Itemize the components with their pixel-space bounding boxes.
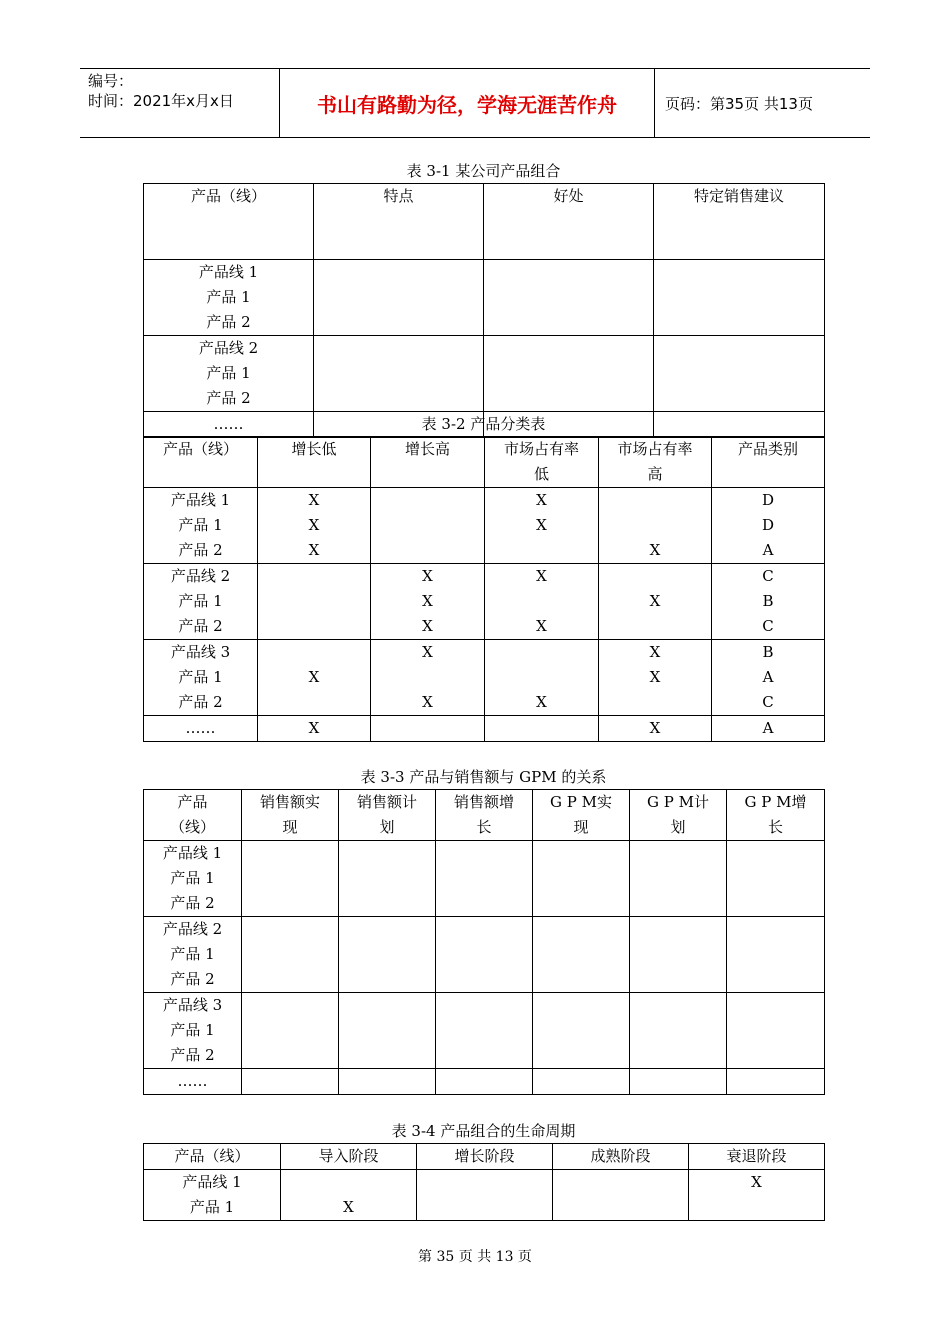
- table-row: [144, 1069, 825, 1095]
- value-cell: [630, 841, 727, 917]
- page-footer: 第 35 页 共 13 页: [418, 1249, 532, 1265]
- value-cell: [339, 1069, 436, 1095]
- product-cell: ……: [144, 716, 258, 742]
- table-row: [144, 488, 825, 564]
- column-header: 特点: [314, 184, 484, 260]
- value-cell: X: [485, 640, 599, 716]
- column-header: 成熟阶段: [553, 1144, 689, 1170]
- value-cell: A: [712, 716, 825, 742]
- table-header-row: [144, 790, 825, 841]
- table-row: [144, 336, 825, 412]
- column-header: 好处: [484, 184, 654, 260]
- value-cell: [533, 993, 630, 1069]
- table-row: [144, 564, 825, 640]
- value-cell: [484, 260, 654, 336]
- table-row: [144, 841, 825, 917]
- column-header: 产品类别: [712, 437, 825, 488]
- value-cell: [417, 1170, 553, 1221]
- page-header: [80, 68, 870, 138]
- table-row: [144, 917, 825, 993]
- table-row: [144, 1170, 825, 1221]
- value-cell: X X X: [258, 488, 371, 564]
- product-cell: ……: [144, 1069, 242, 1095]
- product-cell: 产品线 3 产品 1 产品 2: [144, 640, 258, 716]
- column-header: 增长阶段: [417, 1144, 553, 1170]
- table-row: [144, 993, 825, 1069]
- product-cell: 产品线 1 产品 1 产品 2: [144, 260, 314, 336]
- value-cell: C B C: [712, 564, 825, 640]
- table2-caption: 表 3-2 产品分类表: [421, 415, 546, 433]
- product-cell: 产品线 1 产品 1: [144, 1170, 281, 1221]
- table1-caption: 表 3-1 某公司产品组合: [406, 162, 561, 180]
- value-cell: [533, 917, 630, 993]
- header-info: [80, 69, 280, 137]
- value-cell: X: [258, 716, 371, 742]
- column-header: 产品（线）: [144, 184, 314, 260]
- value-cell: [339, 993, 436, 1069]
- value-cell: X X X: [371, 564, 485, 640]
- header-page-number: 页码：第35页 共13页: [665, 94, 813, 113]
- table-row: [144, 716, 825, 742]
- value-cell: X: [599, 488, 712, 564]
- value-cell: X: [281, 1170, 417, 1221]
- value-cell: [436, 993, 533, 1069]
- table4-caption: 表 3-4 产品组合的生命周期: [391, 1122, 576, 1140]
- value-cell: [727, 1069, 825, 1095]
- value-cell: X X: [485, 488, 599, 564]
- column-header: 增长高: [371, 437, 485, 488]
- table-header-row: [144, 1144, 825, 1170]
- column-header: 市场占有率 低: [485, 437, 599, 488]
- value-cell: [630, 1069, 727, 1095]
- value-cell: [654, 260, 825, 336]
- value-cell: [242, 993, 339, 1069]
- column-header: 特定销售建议: [654, 184, 825, 260]
- value-cell: [485, 716, 599, 742]
- value-cell: [258, 564, 371, 640]
- column-header: G P M增 长: [727, 790, 825, 841]
- table-header-row: [144, 437, 825, 488]
- value-cell: X X: [599, 640, 712, 716]
- value-cell: [533, 1069, 630, 1095]
- column-header: 产品（线）: [144, 1144, 281, 1170]
- column-header: 市场占有率 高: [599, 437, 712, 488]
- value-cell: D D A: [712, 488, 825, 564]
- column-header: 衰退阶段: [689, 1144, 825, 1170]
- column-header: 产品（线）: [144, 437, 258, 488]
- column-header: G P M实 现: [533, 790, 630, 841]
- value-cell: [727, 993, 825, 1069]
- product-cell: 产品线 1 产品 1 产品 2: [144, 841, 242, 917]
- product-classification-table: [143, 436, 825, 742]
- lifecycle-table: [143, 1143, 825, 1221]
- product-cell: 产品线 2 产品 1 产品 2: [144, 564, 258, 640]
- column-header: 增长低: [258, 437, 371, 488]
- column-header: 导入阶段: [281, 1144, 417, 1170]
- value-cell: [727, 841, 825, 917]
- product-cell: 产品线 1 产品 1 产品 2: [144, 488, 258, 564]
- column-header: G P M计 划: [630, 790, 727, 841]
- value-cell: X: [599, 716, 712, 742]
- value-cell: X X: [485, 564, 599, 640]
- value-cell: [533, 841, 630, 917]
- sales-gpm-table: [143, 789, 825, 1095]
- product-cell: ……: [144, 412, 314, 438]
- value-cell: [339, 917, 436, 993]
- value-cell: [654, 336, 825, 412]
- value-cell: [553, 1170, 689, 1221]
- doc-date: 时间：2021年x月x日: [88, 92, 234, 110]
- table-row: [144, 260, 825, 336]
- table3-caption: 表 3-3 产品与销售额与 GPM 的关系: [360, 768, 607, 786]
- column-header: 产品 （线）: [144, 790, 242, 841]
- value-cell: X: [689, 1170, 825, 1221]
- value-cell: [630, 917, 727, 993]
- value-cell: B A C: [712, 640, 825, 716]
- value-cell: [727, 917, 825, 993]
- product-cell: 产品线 2 产品 1 产品 2: [144, 336, 314, 412]
- value-cell: [242, 1069, 339, 1095]
- value-cell: [314, 260, 484, 336]
- value-cell: [436, 917, 533, 993]
- value-cell: [371, 488, 485, 564]
- value-cell: [371, 716, 485, 742]
- column-header: 销售额实 现: [242, 790, 339, 841]
- value-cell: X: [599, 564, 712, 640]
- value-cell: X X: [371, 640, 485, 716]
- table-header-row: [144, 184, 825, 260]
- product-cell: 产品线 3 产品 1 产品 2: [144, 993, 242, 1069]
- product-mix-table: [143, 183, 825, 438]
- value-cell: [436, 1069, 533, 1095]
- value-cell: [630, 993, 727, 1069]
- value-cell: [314, 336, 484, 412]
- column-header: 销售额计 划: [339, 790, 436, 841]
- value-cell: [242, 917, 339, 993]
- table-row: [144, 640, 825, 716]
- product-cell: 产品线 2 产品 1 产品 2: [144, 917, 242, 993]
- value-cell: [339, 841, 436, 917]
- header-motto: 书山有路勤为径，学海无涯苦作舟: [280, 69, 655, 137]
- doc-number: 编号：: [88, 72, 134, 90]
- value-cell: X: [258, 640, 371, 716]
- column-header: 销售额增 长: [436, 790, 533, 841]
- value-cell: [436, 841, 533, 917]
- value-cell: [484, 336, 654, 412]
- value-cell: [242, 841, 339, 917]
